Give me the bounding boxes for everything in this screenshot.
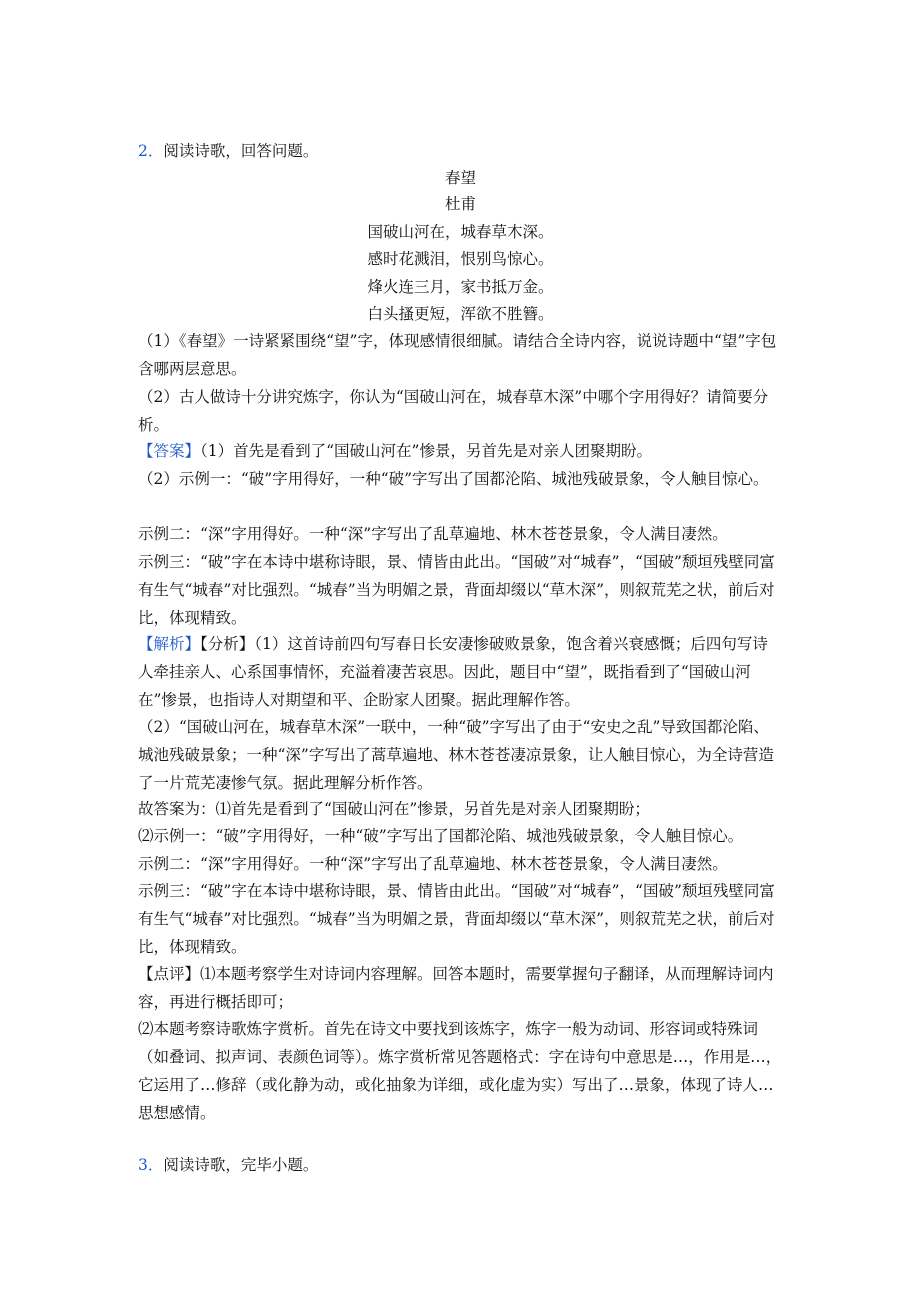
final-answer-3: 示例二：“深”字用得好。一种“深”字写出了乱草遍地、林木苍苍景象，令人满目凄然。 <box>138 855 728 873</box>
answer-1: 【答案】（1）首先是看到了“国破山河在”惨景，另首先是对亲人团聚期盼。 <box>138 442 652 460</box>
answer-example-2: 示例二：“深”字用得好。一种“深”字写出了乱草遍地、林木苍苍景象，令人满目凄然。 <box>138 525 728 543</box>
final-answer-1: 故答案为：⑴首先是看到了“国破山河在”惨景，另首先是对亲人团聚期盼； <box>138 800 650 818</box>
poem-author: 杜甫 <box>444 195 476 213</box>
poem-line: 烽火连三月，家书抵万金。 <box>367 278 554 296</box>
poem-line: 国破山河在，城春草木深。 <box>367 223 554 241</box>
question-number: 2． <box>138 142 164 160</box>
poem-title: 春望 <box>444 169 476 187</box>
analysis-2: （2）“国破山河在，城春草木深”一联中，一种“破”字写出了由于“安史之乱”导致国都沦陷、城池残破景象；一种“深”字写出了蒿草遍地、林木苍苍凄凉景象，让人触目惊心，为全诗营造了一片荒芜凄惨气氛。据此理解分析作答。 <box>138 718 774 792</box>
question-3-header <box>138 1151 783 1179</box>
sub-question-1: （1）《春望》一诗紧紧围绕“望”字，体现感情很细腻。请结合全诗内容，说说诗题中“望”字包含哪两层意思。 <box>138 332 777 378</box>
poem-line: 白头搔更短，浑欲不胜簪。 <box>367 305 554 323</box>
final-answer-2: ⑵示例一：“破”字用得好，一种“破”字写出了国都沦陷、城池残破景象，令人触目惊心。 <box>138 827 744 845</box>
analysis-tag: 【解析】 <box>138 635 201 653</box>
question-prompt: 阅读诗歌，完毕小题。 <box>163 1156 319 1174</box>
answer-tag: 【答案】 <box>138 442 201 460</box>
question-prompt: 阅读诗歌，回答问题。 <box>163 142 319 160</box>
poem-line: 感时花溅泪，恨别鸟惊心。 <box>367 250 554 268</box>
final-answer-4: 示例三：“破”字在本诗中堪称诗眼，景、情皆由此出。“国破”对“城春”，“国破”颓垣残壁同富有生气“城春”对比强烈。“城春”当为明媚之景，背面却缀以“草木深”，则叙荒芜之状，前后对比，体现精致。 <box>138 882 775 956</box>
answer-example-3: 示例三：“破”字在本诗中堪称诗眼，景、情皆由此出。“国破”对“城春”，“国破”颓垣残壁同富有生气“城春”对比强烈。“城春”当为明媚之景，背面却缀以“草木深”，则叙荒芜之状，前后对比，体现精致。 <box>138 553 775 627</box>
question-number: 3． <box>138 1156 164 1174</box>
sub-question-2: （2）古人做诗十分讲究炼字，你认为“国破山河在，城春草木深”中哪个字用得好？请简要分析。 <box>138 388 769 434</box>
question-2-header <box>138 137 783 165</box>
analysis-1: 【解析】【分析】（1）这首诗前四句写春日长安凄惨破败景象，饱含着兴衰感慨；后四句写诗人牵挂亲人、心系国事情怀，充溢着凄苦哀思。因此，题目中“望”，既指看到了“国破山河在”惨景，也指诗人对期望和平、企盼家人团聚。据此理解作答。 <box>138 635 768 709</box>
answer-2: （2）示例一：“破”字用得好，一种“破”字写出了国都沦陷、城池残破景象，令人触目惊心。 <box>138 470 769 488</box>
comment-2: ⑵本题考察诗歌炼字赏析。首先在诗文中要找到该炼字，炼字一般为动词、形容词或特殊词（如叠词、拟声词、表颜色词等）。炼字赏析常见答题格式：字在诗句中意思是…，作用是…，它运用了…修辞（或化静为动，或化抽象为详细，或化虚为实）写出了…景象，体现了诗人…思想感情。 <box>138 1020 782 1122</box>
comment-1: 【点评】⑴本题考察学生对诗词内容理解。回答本题时，需要掌握句子翻译，从而理解诗词内容，再进行概括即可； <box>138 965 774 1011</box>
